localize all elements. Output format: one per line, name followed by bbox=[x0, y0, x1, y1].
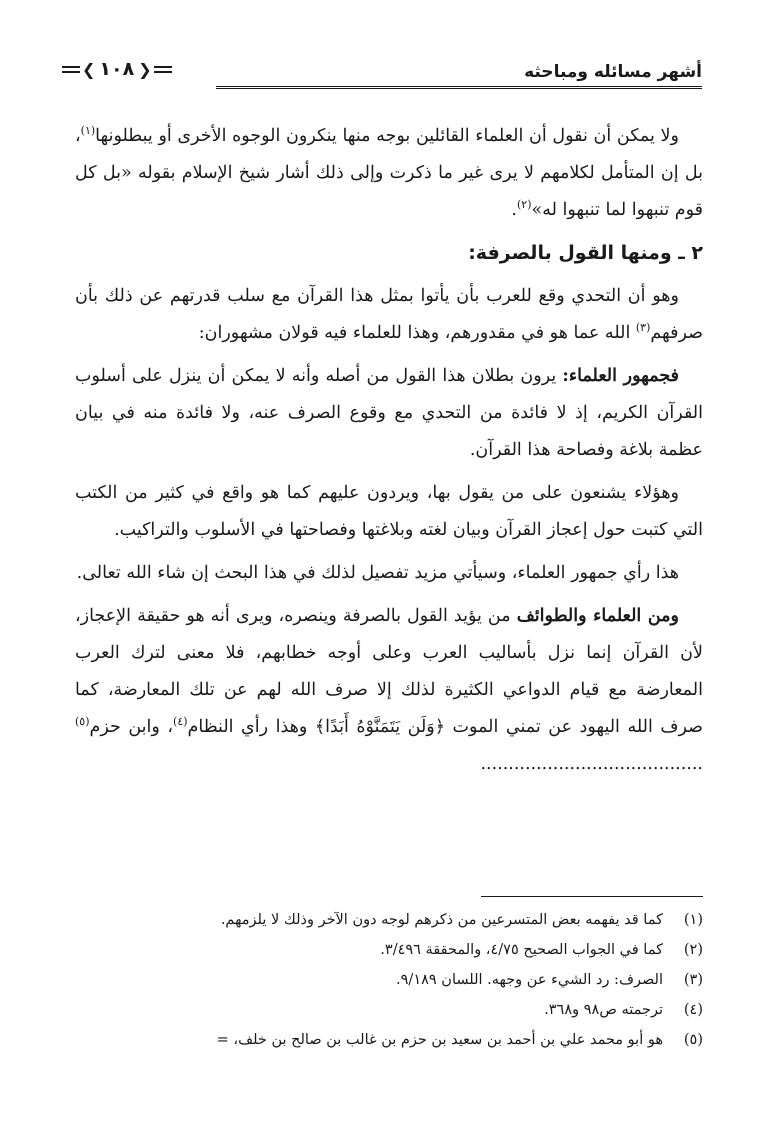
footnote-ref-2[interactable]: (٢) bbox=[516, 198, 532, 212]
footnote-item bbox=[75, 905, 703, 935]
footnote-number: (٢) bbox=[683, 942, 703, 958]
footnotes bbox=[75, 905, 703, 1055]
paragraph-3: فجمهور العلماء: يرون بطلان هذا القول من أصله وأنه لا يمكن أن ينزل على أسلوب القرآن الكريم، إذ لا فائدة من التحدي مع وقوع الصرف عنه، ولا فائدة منه في بيان عظمة بلاغة وفصاحة هذا القرآن. bbox=[75, 366, 703, 460]
ornament-bracket-left-icon: ❮ bbox=[82, 59, 96, 79]
footnote-ref-3[interactable]: (٣) bbox=[635, 321, 651, 335]
paragraph-1: ولا يمكن أن نقول أن العلماء القائلين بوجه منها ينكرون الوجوه الأخرى أو يبطلونها$^{(١)}$، بل إن المتأمل لكلامهم لا يرى غير ما ذكرت وإلى ذلك أشار شيخ الإسلام بقوله «بل كل قوم تنبهوا لما تنبهوا له»$^{(٢)}$. bbox=[75, 124, 703, 220]
footnote-number: (٤) bbox=[683, 1002, 703, 1018]
page-header bbox=[62, 58, 702, 98]
paragraph-4: وهؤلاء يشنعون على من يقول بها، ويردون عليهم كما هو واقع في كثير من الكتب التي كتبت حول إعجاز القرآن وبيان لغته وبلاغتها وفصاحتها في الأسلوب والتراكيب. bbox=[75, 483, 703, 540]
footnote-number: (١) bbox=[683, 912, 703, 928]
majority-label: فجمهور العلماء: bbox=[562, 366, 680, 386]
scholars-label: ومن العلماء والطوائف bbox=[516, 606, 680, 626]
paragraph-2: وهو أن التحدي وقع للعرب بأن يأتوا بمثل هذا القرآن مع سلب قدرتهم عن ذلك بأن صرفهم$^{(٣)}$ الله عما هو في مقدورهم، وهذا للعلماء فيه قولان مشهوران: bbox=[75, 286, 703, 343]
continuation-dots: ........................................ bbox=[480, 754, 703, 774]
paragraph-6: ومن العلماء والطوائف من يؤيد القول بالصرفة وينصره، ويرى أنه هو حقيقة الإعجاز، لأن القرآن إنما نزل بأساليب العرب وعلى أوجه خطابهم، فلا معنى لترك العرب المعارضة مع قيام الدواعي الكثيرة لذلك إلا صرف الله لهم عن تلك المعارضة، كما صرف الله اليهود عن تمني الموت ﴿وَلَن يَتَمَنَّوْهُ أَبَدًا﴾ وهذا رأي النظام$^{(٤)}$، وابن حزم$^{(٥)}$ ........................................ bbox=[75, 606, 703, 774]
footnote-text: الصرف: رد الشيء عن وجهه. اللسان ٩/١٨٩. bbox=[396, 972, 663, 988]
footnote-ref-1[interactable]: (١) bbox=[80, 124, 96, 138]
footnote-number: (٥) bbox=[683, 1032, 703, 1048]
footnote-separator bbox=[481, 896, 703, 897]
paragraph-5: هذا رأي جمهور العلماء، وسيأتي مزيد تفصيل لذلك في هذا البحث إن شاء الله تعالى. bbox=[76, 563, 679, 583]
footnote-item bbox=[75, 965, 703, 995]
ornament-line-left bbox=[62, 66, 80, 73]
footnote-item bbox=[75, 995, 703, 1025]
footnote-text: كما قد يفهمه بعض المتسرعين من ذكرهم لوجه دون الآخر وذلك لا يلزمهم. bbox=[220, 912, 663, 928]
footnote-text: هو أبو محمد علي بن أحمد بن سعيد بن حزم بن غالب بن صالح بن خلف، = bbox=[216, 1032, 663, 1048]
footnote-ref-4[interactable]: (٤) bbox=[173, 715, 188, 729]
main-text bbox=[75, 118, 703, 789]
footnote-ref-5[interactable]: (٥) bbox=[75, 715, 90, 729]
footnote-text: ترجمته ص٩٨ و٣٦٨. bbox=[544, 1002, 663, 1018]
footnote-text: كما في الجواب الصحيح ٤/٧٥، والمحققة ٣/٤٩٦. bbox=[380, 942, 663, 958]
quran-verse: ﴿وَلَن يَتَمَنَّوْهُ أَبَدًا﴾ bbox=[314, 717, 446, 737]
footnote-item bbox=[75, 1025, 703, 1055]
page-number: ١٠٨ bbox=[99, 58, 135, 80]
running-title: أشهر مسائله ومباحثه bbox=[524, 62, 702, 82]
page-number-ornament bbox=[62, 58, 172, 80]
footnote-number: (٣) bbox=[683, 972, 703, 988]
footnote-item bbox=[75, 935, 703, 965]
header-rule bbox=[216, 86, 702, 89]
ornament-line-right bbox=[154, 66, 172, 73]
ornament-bracket-right-icon: ❯ bbox=[138, 59, 152, 79]
section-heading: ٢ ـ ومنها القول بالصرفة: bbox=[468, 242, 703, 264]
